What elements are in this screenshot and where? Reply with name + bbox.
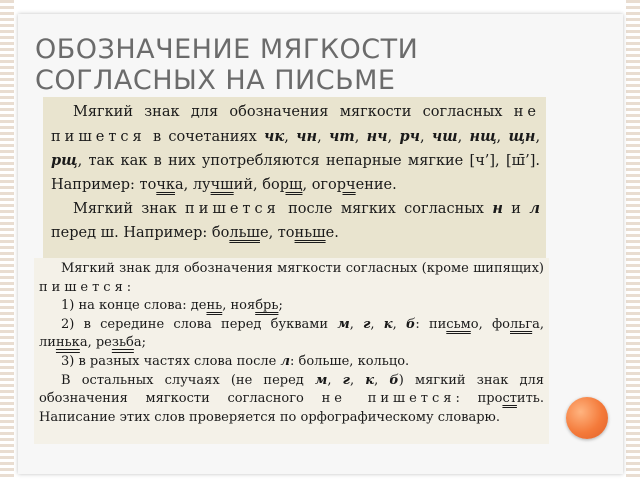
text-segment: а	[79, 335, 88, 351]
text-segment: , так как в них употребляются непарные мягкие [ч’], [ш̄’]. Например:	[51, 153, 540, 193]
rule-intro	[39, 260, 544, 297]
text-segment: то	[139, 176, 157, 193]
text-segment: ий	[233, 176, 254, 193]
text-segment: м	[314, 372, 328, 388]
text-segment: ньш	[294, 224, 326, 241]
text-segment: . Написание этих слов проверяется по орфографическому словарю.	[39, 391, 544, 425]
rule-item-3	[39, 353, 544, 372]
text-segment: В остальных случаях (не перед	[61, 372, 315, 388]
text-segment: больше	[298, 353, 350, 369]
text-segment: для обозначения мягкости согласных	[155, 261, 418, 276]
text-segment: .	[405, 353, 410, 369]
text-segment: ,	[349, 372, 366, 388]
text-segment: ,	[535, 128, 541, 145]
text-segment: ,	[268, 224, 278, 241]
text-segment: ,	[222, 298, 231, 314]
text-segment: чш	[431, 127, 458, 145]
text-segment: сьм	[446, 316, 471, 332]
text-segment: нч	[366, 127, 388, 145]
rule-paragraph-2	[51, 197, 540, 245]
text-segment: льг	[510, 316, 533, 332]
text-segment: л	[529, 200, 540, 217]
text-segment: чш	[210, 176, 234, 193]
text-segment: ,	[539, 316, 545, 332]
text-segment: не пишется	[51, 104, 540, 145]
text-segment: г	[363, 316, 371, 332]
slide-title: ОБОЗНАЧЕНИЕ МЯГКОСТИ СОГЛАСНЫХ НА ПИСЬМЕ	[35, 34, 419, 96]
right-decorative-stripe	[626, 0, 640, 480]
rule-item-2	[39, 316, 544, 353]
text-segment: пишется	[185, 201, 280, 217]
text-segment: ноя	[230, 298, 256, 314]
text-segment: к	[365, 372, 375, 388]
text-segment: ре	[95, 335, 112, 351]
text-segment: и	[502, 201, 530, 217]
text-segment: ,	[370, 316, 384, 332]
text-segment: ньк	[55, 335, 80, 351]
text-segment: а	[133, 335, 142, 351]
text-segment: рч	[399, 127, 420, 145]
rule-item-1	[39, 297, 544, 316]
text-segment: к	[383, 316, 393, 332]
text-segment: (кроме шипящих)	[417, 261, 544, 276]
text-segment: чк	[264, 127, 285, 145]
text-segment: ,	[183, 176, 193, 193]
text-segment: ;	[141, 335, 147, 351]
text-segment: ,	[374, 372, 390, 388]
text-segment: Мягкий знак	[61, 261, 156, 276]
text-segment: Мягкий знак	[73, 201, 186, 217]
text-segment: ;	[278, 298, 283, 314]
rule-image-top	[43, 97, 546, 262]
text-segment: :	[126, 279, 132, 295]
rule-paragraph-1	[51, 101, 540, 197]
text-segment: рщ	[51, 152, 78, 169]
text-segment: ) мягкий знак для обозначения мягкости согласного	[39, 372, 544, 407]
text-segment: ,	[349, 353, 358, 369]
text-segment: ,	[496, 128, 509, 145]
rule-other-cases	[39, 372, 544, 428]
slide-number	[566, 397, 608, 439]
text-segment: г	[342, 372, 350, 388]
text-segment: зьб	[111, 335, 134, 351]
text-segment: лу	[192, 176, 211, 193]
text-segment: бо	[211, 224, 230, 241]
text-segment: :	[290, 353, 299, 369]
rule-image-bottom	[34, 258, 549, 444]
text-segment: щн	[508, 127, 536, 145]
text-segment: 1) на конце слова:	[61, 298, 191, 314]
text-segment: е	[325, 224, 335, 241]
text-segment: нщ	[469, 127, 497, 145]
text-segment: ,	[419, 128, 432, 145]
text-segment: нь	[206, 298, 223, 314]
text-segment: б	[405, 316, 416, 332]
text-segment: ить	[516, 391, 540, 407]
text-segment: льш	[229, 224, 260, 241]
text-segment: чт	[328, 127, 355, 145]
text-segment: 3) в разных частях слова после	[61, 353, 281, 369]
text-segment: де	[190, 298, 207, 314]
text-segment: ,	[354, 128, 367, 145]
text-segment: ли	[39, 335, 56, 351]
text-segment: кольцо	[357, 353, 406, 369]
text-segment: про	[477, 391, 503, 407]
text-segment: ,	[392, 316, 406, 332]
text-segment: ш	[100, 224, 115, 241]
text-segment: фо	[491, 316, 510, 332]
text-segment: ,	[302, 176, 312, 193]
text-segment: чн	[296, 127, 318, 145]
text-segment: .	[392, 176, 397, 193]
text-segment: н	[492, 200, 503, 217]
text-segment: ,	[317, 128, 329, 145]
text-segment: перед	[51, 224, 101, 241]
text-segment: ,	[253, 176, 263, 193]
text-segment: ,	[387, 128, 400, 145]
text-segment: ,	[349, 316, 364, 332]
text-segment: Мягкий знак для обозначения мягкости согласных	[73, 104, 514, 120]
text-segment: . Например:	[114, 224, 212, 241]
text-segment: ,	[478, 316, 492, 332]
text-segment: .	[334, 224, 339, 241]
text-segment: ого	[311, 176, 337, 193]
text-segment: ,	[87, 335, 96, 351]
text-segment: ,	[457, 128, 470, 145]
text-segment: :	[455, 391, 478, 407]
text-segment: бо	[262, 176, 280, 193]
text-segment: пишется	[39, 279, 127, 295]
text-segment: ение	[355, 176, 393, 193]
text-segment: пи	[428, 316, 447, 332]
text-segment: а	[174, 176, 184, 193]
text-segment: ,	[327, 372, 343, 388]
text-segment: о	[470, 316, 479, 332]
text-segment: м	[337, 316, 350, 332]
text-segment: то	[277, 224, 295, 241]
text-segment: ст	[502, 391, 517, 407]
text-segment: :	[415, 316, 429, 332]
text-segment: чк	[156, 176, 175, 193]
text-segment: 2) в середине слова перед буквами	[61, 316, 338, 332]
text-segment: после мягких согласных	[279, 201, 493, 217]
text-segment: а	[532, 316, 540, 332]
text-segment: рщ	[279, 176, 303, 193]
text-segment: ,	[284, 128, 297, 145]
text-segment: в сочетаниях	[145, 128, 265, 145]
text-segment: б	[389, 372, 399, 388]
text-segment: не пишется	[321, 391, 456, 407]
text-segment: брь	[255, 298, 279, 314]
text-segment: л	[280, 353, 290, 369]
left-decorative-stripe	[0, 0, 14, 480]
text-segment: рч	[336, 176, 356, 193]
text-segment: е	[259, 224, 269, 241]
